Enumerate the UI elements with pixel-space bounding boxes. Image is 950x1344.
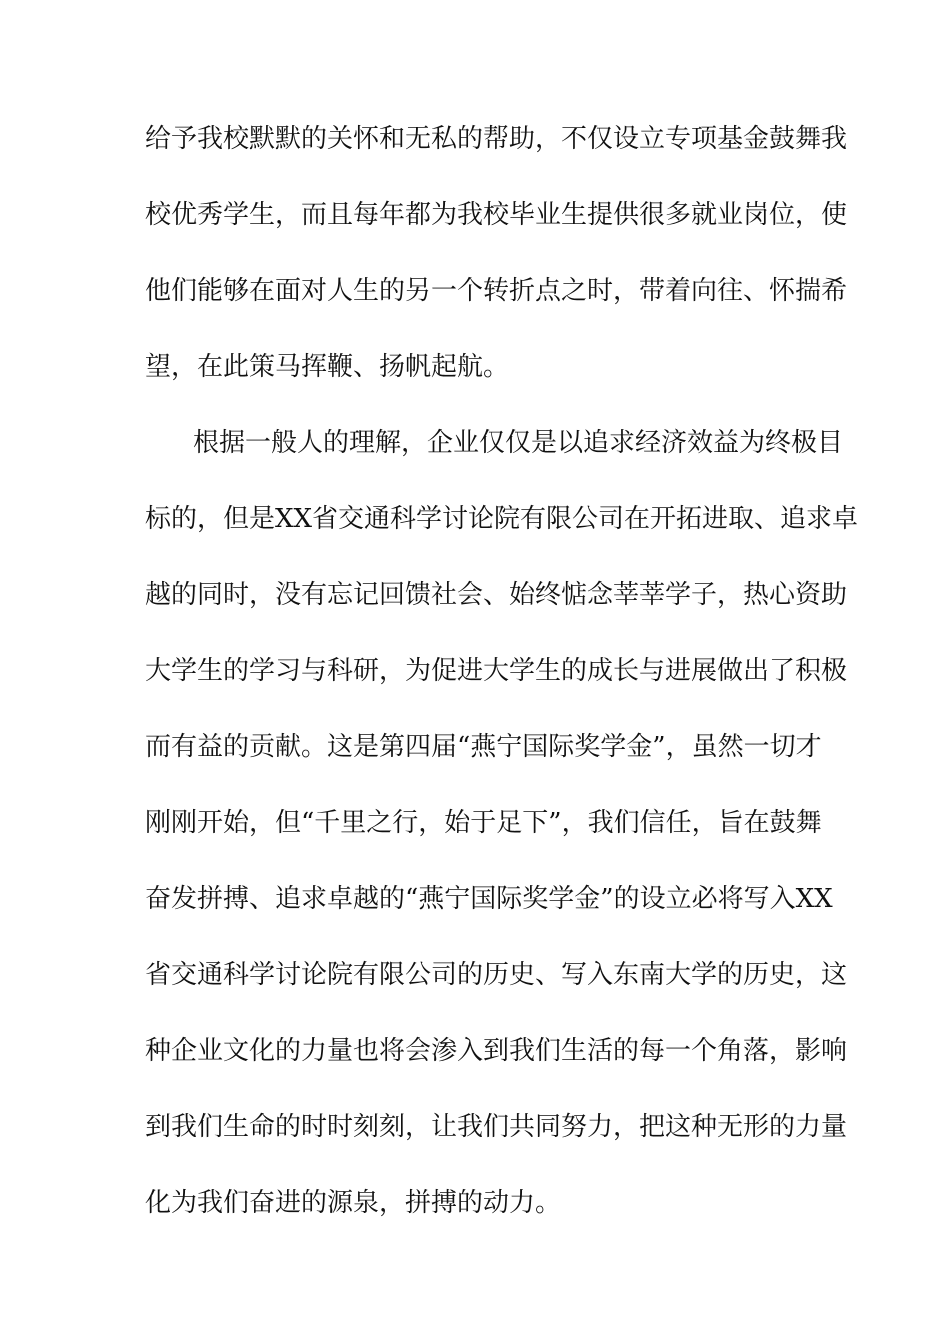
- text-line: 大学生的学习与科研，为促进大学生的成长与进展做出了积极: [145, 656, 848, 686]
- text-line: 刚刚开始，但“千里之行，始于足下”，我们信任，旨在鼓舞: [145, 808, 822, 838]
- text-line: 奋发拼搏、追求卓越的“燕宁国际奖学金”的设立必将写入XX: [145, 884, 833, 914]
- text-line: 到我们生命的时时刻刻，让我们共同努力，把这种无形的力量: [145, 1112, 848, 1142]
- text-line: 校优秀学生，而且每年都为我校毕业生提供很多就业岗位，使: [145, 200, 848, 230]
- text-line: 望，在此策马挥鞭、扬帆起航。: [145, 352, 510, 382]
- body-text: [145, 124, 859, 1266]
- text-line: 他们能够在面对人生的另一个转折点之时，带着向往、怀揣希: [145, 276, 848, 306]
- text-line: 种企业文化的力量也将会渗入到我们生活的每一个角落，影响: [145, 1036, 848, 1066]
- text-line: 省交通科学讨论院有限公司的历史、写入东南大学的历史，这: [145, 960, 848, 990]
- paragraph-first-line: 根据一般人的理解，企业仅仅是以追求经济效益为终极目: [193, 428, 844, 458]
- text-line: 给予我校默默的关怀和无私的帮助，不仅设立专项基金鼓舞我: [145, 124, 848, 154]
- text-line: 化为我们奋进的源泉，拼搏的动力。: [145, 1188, 562, 1218]
- text-line: 越的同时，没有忘记回馈社会、始终惦念莘莘学子，热心资助: [145, 580, 848, 610]
- text-line: 标的，但是XX省交通科学讨论院有限公司在开拓进取、追求卓: [145, 504, 859, 534]
- text-line: 而有益的贡献。这是第四届“燕宁国际奖学金”，虽然一切才: [145, 732, 822, 762]
